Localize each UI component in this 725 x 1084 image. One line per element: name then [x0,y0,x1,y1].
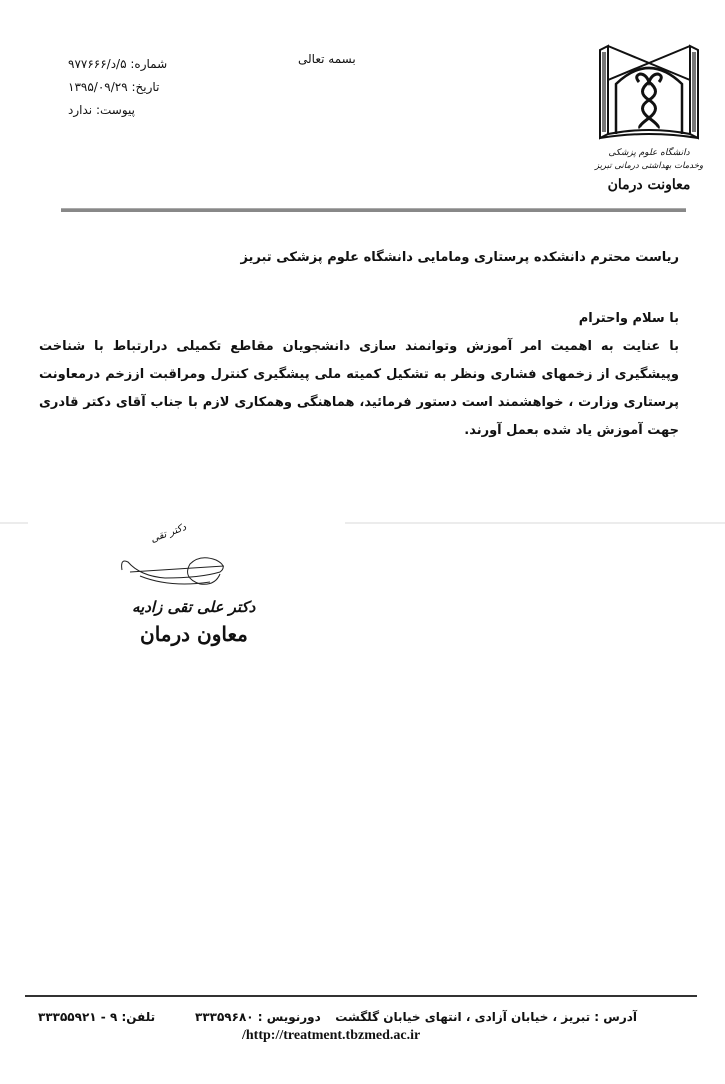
letter-number [68,57,178,80]
book-emblem-icon [594,42,704,142]
footer-fax [195,1010,321,1024]
handwritten-signature-icon [120,548,230,598]
signatory-name: دکتر علی تقی زادیه [132,598,256,616]
letter-addressee: ریاست محترم دانشکده پرستاری ومامایی دانشگاه علوم پزشکی تبریز [240,250,679,265]
logo-line-department: معاونت درمان [607,177,691,193]
scan-seam-left [0,522,28,524]
signature-block [120,521,260,658]
scan-seam-right [345,522,725,524]
logo-line-university: دانشگاه علوم پزشکی [608,148,690,158]
footer-divider [25,995,697,997]
letter-number-label: شماره: [130,57,168,71]
letter-paragraph: با عنایت به اهمیت امر آموزش وتوانمند سازی دانشجویان مقاطع تکمیلی درارتباط با شناخت وپیشگیری از زخمهای فشاری ونظر به تشکیل کمیته ملی پیشگیری کنترل ومراقبت اززخم درمعاونت پرستاری وزارت ، خواهشمند است دستور فرمائید، هماهنگی وهمکاری لازم با جناب آقای دکتر قادری جهت آموزش یاد شده بعمل آورند. [39,339,679,438]
header-divider [61,208,686,212]
phone-value: ۹ - ۳۳۳۵۵۹۲۱ [38,1010,118,1024]
footer-phone [38,1010,155,1024]
letter-attachment-label: پیوست: [95,103,135,117]
letter-greeting: با سلام واحترام [578,311,679,326]
reference-block [68,57,178,126]
signatory-title: معاون درمان [140,622,248,646]
invocation-heading: بسمه تعالی [298,52,356,66]
signature-note: دکتر تقی [149,521,188,546]
fax-label: دورنویس : [257,1010,321,1024]
university-logo [594,42,704,202]
letter-date [68,80,178,103]
letter-attachment-value: ندارد [68,103,93,117]
letter-body [39,305,679,445]
letter-date-label: تاریخ: [131,80,160,94]
fax-value: ۳۳۳۵۹۶۸۰ [195,1010,254,1024]
letter-attachment [68,103,178,126]
letter-number-value: ۵/د/۹۷۷۶۶۶ [68,57,127,71]
phone-label: تلفن: [121,1010,156,1024]
footer-website-link[interactable]: /http://treatment.tbzmed.ac.ir [242,1028,421,1043]
letter-date-value: ۱۳۹۵/۰۹/۲۹ [68,80,128,94]
footer-address: آدرس : تبریز ، خیابان آزادی ، انتهای خیابان گلگشت [335,1010,637,1024]
logo-line-health-services: وخدمات بهداشتی درمانی تبریز [594,161,704,171]
